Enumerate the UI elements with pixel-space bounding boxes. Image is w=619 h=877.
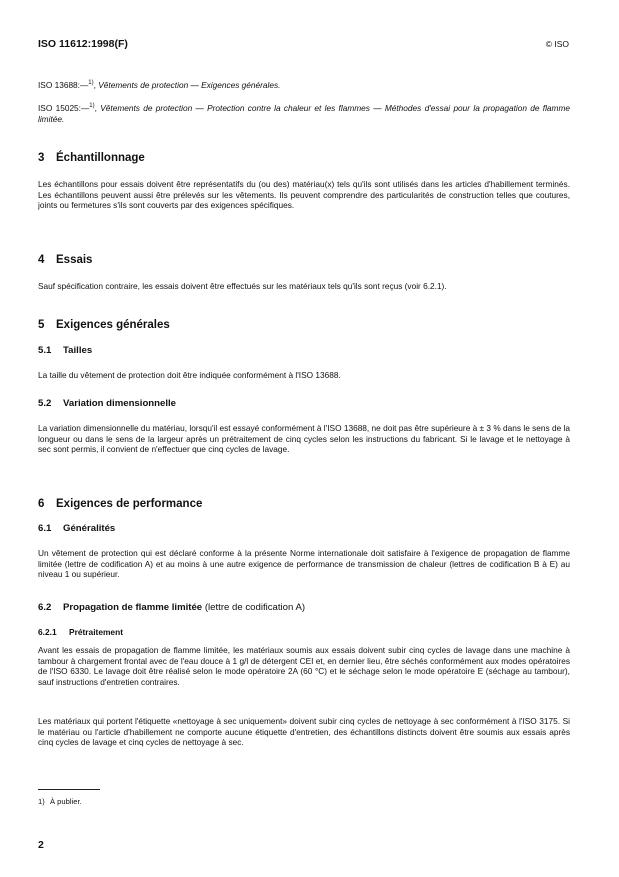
reference-title: Vêtements de protection — Protection contre la chaleur et les flammes — Méthodes d'essai pour la propagation de flamme limitée. <box>38 103 570 124</box>
section-6-1-text: Un vêtement de protection qui est déclaré conforme à la présente Norme internationale doit satisfaire à l'exigence de propagation de flamme limitée (lettre de codification A) et au moins à une autre exigence de performance de transmission de chaleur (lettres de codification B à E) au niveau 1 ou supérieur. <box>38 548 570 580</box>
section-6-2-1-heading: 6.2.1 Prétraitement <box>38 627 123 637</box>
section-5-heading: 5 Exigences générales <box>38 319 170 331</box>
section-3-text: Les échantillons pour essais doivent être représentatifs du (ou des) matériau(x) tels qu'ils sont utilisés dans les articles d'habillement terminés. Les échantillons peuvent aussi être prélevés sur les vêtements. Ils peuvent comprendre des particularités de construction telles que coutures, joints ou fermetures s'ils sont couverts par des exigences spécifiques. <box>38 179 570 211</box>
footnote-marker: 1) <box>89 103 95 110</box>
section-6-2-1-text-1: Avant les essais de propagation de flamme limitée, les matériaux soumis aux essais doivent subir cinq cycles de lavage dans une machine à tambour à chargement frontal avec de l'eau douce à 1 g/l de détergent CEI et, en dernier lieu, être séchés conformément aux modes opératoires de l'ISO 6330. Le lavage doit être réalisé selon le mode opératoire 2A (60 °C) et le séchage selon le mode opératoire E (séchage au tambour), sauf instructions d'entretien contraires. <box>38 645 570 687</box>
page-number: 2 <box>38 839 44 851</box>
reference-iso-15025: ISO 15025:—$^{1)}$, Vêtements de protection — Protection contre la chaleur et les flammes — Méthodes d'essai pour la propagation de flamme limitée. <box>38 103 570 124</box>
footnote-text: À publier. <box>50 797 82 806</box>
header-copyright: © ISO <box>545 39 569 49</box>
section-6-heading: 6 Exigences de performance <box>38 498 203 510</box>
footnote-marker: 1) <box>88 80 94 87</box>
footnote-number: 1) <box>38 797 45 806</box>
reference-code: ISO 15025:— <box>38 103 90 113</box>
section-6-2-1-text-2: Les matériaux qui portent l'étiquette «nettoyage à sec uniquement» doivent subir cinq cycles de nettoyage à sec conformément à l'ISO 3175. Si le matériau ou l'article d'habillement ne comporte aucune étiquette d'entretien, des échantillons distincts doivent être soumis aux essais après cinq cycles de lavage et cinq cycles de nettoyage à sec. <box>38 716 570 748</box>
section-5-1-text: La taille du vêtement de protection doit être indiquée conformément à l'ISO 13688. <box>38 370 341 380</box>
section-6-1-heading: 6.1 Généralités <box>38 523 116 534</box>
reference-code: ISO 13688:— <box>38 80 89 90</box>
footnote-separator <box>38 789 100 790</box>
section-3-heading: 3 Échantillonnage <box>38 152 145 164</box>
section-5-2-text: La variation dimensionnelle du matériau, lorsqu'il est essayé conformément à l'ISO 13688, ne doit pas être supérieure à ± 3 % dans le sens de la longueur ou dans le sens de la largeur après un prétraitement de cinq cycles selon les instructions du fabricant. Si le lavage et le nettoyage à sec sont permis, il convient de n'effectuer que cinq cycles de lavage. <box>38 423 570 455</box>
reference-iso-13688: ISO 13688:—$^{1)}$, Vêtements de protection — Exigences générales. <box>38 80 281 90</box>
section-5-2-heading: 5.2 Variation dimensionnelle <box>38 398 177 409</box>
section-4-heading: 4 Essais <box>38 254 93 266</box>
footnote <box>38 797 82 806</box>
section-5-1-heading: 5.1 Tailles <box>38 345 93 356</box>
section-4-text: Sauf spécification contraire, les essais doivent être effectués sur les matériaux tels qu'ils sont reçus (voir 6.2.1). <box>38 281 447 291</box>
section-6-2-heading: 6.2 Propagation de flamme limitée (lettre de codification A) <box>38 602 306 613</box>
reference-title: Vêtements de protection — Exigences générales. <box>98 80 281 90</box>
header-standard-number: ISO 11612:1998(F) <box>38 38 128 50</box>
